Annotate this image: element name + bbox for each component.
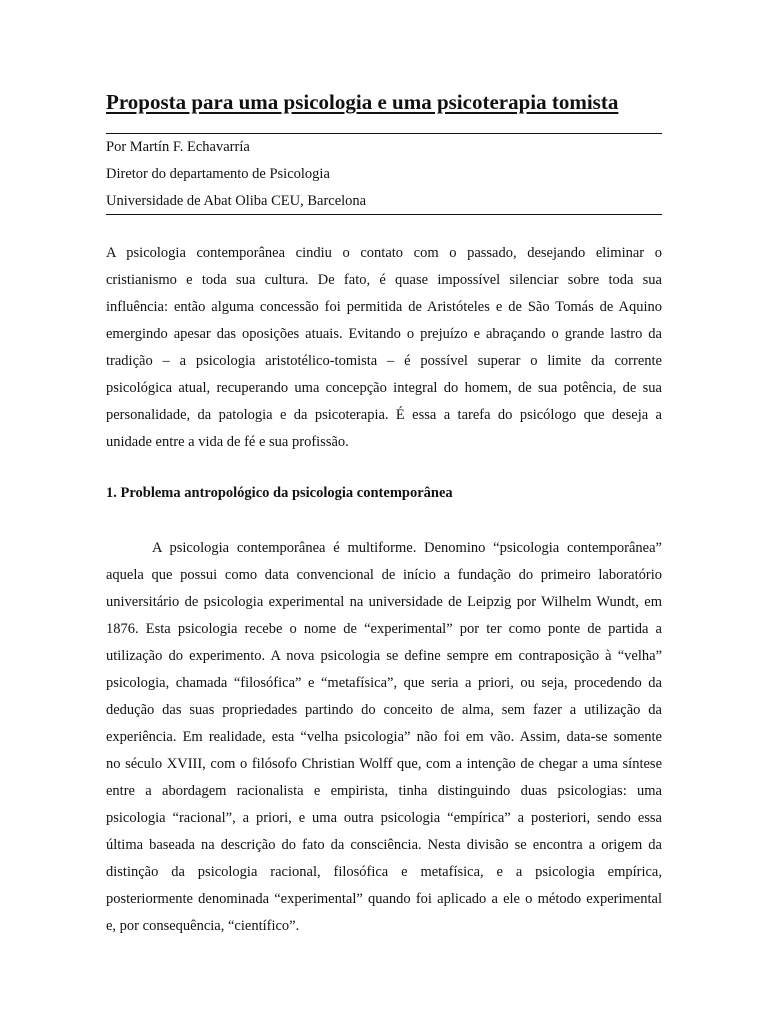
abstract-line: tradição – a psicologia aristotélico-tomista – é possível superar o limite da corrente	[106, 353, 662, 369]
header-bottom-rule	[106, 214, 662, 215]
section-line: posteriormente denominada “experimental” quando foi aplicado a ele o método experimental	[106, 891, 662, 907]
author-affiliation: Universidade de Abat Oliba CEU, Barcelona	[106, 193, 367, 209]
section-heading: 1. Problema antropológico da psicologia contemporânea	[106, 485, 453, 501]
section-line: universitário de psicologia experimental na universidade de Leipzig por Wilhelm Wundt, em	[106, 594, 662, 610]
author-block	[106, 134, 662, 215]
author-role: Diretor do departamento de Psicologia	[106, 166, 330, 182]
section-line: dedução das suas propriedades partindo do conceito de alma, sem fazer a utilização da	[106, 702, 662, 718]
section-line: psicologia, chamada “filosófica” e “metafísica”, que seria a priori, ou seja, procedendo da	[106, 675, 662, 691]
abstract-line: influência: então alguma concessão foi permitida de Aristóteles e de São Tomás de Aquino	[106, 299, 662, 315]
abstract-line: cristianismo e toda sua cultura. De fato, é quase impossível silenciar sobre toda sua	[106, 272, 662, 288]
abstract-line: personalidade, da patologia e da psicoterapia. É essa a tarefa do psicólogo que deseja a	[106, 407, 662, 423]
section-line: 1876. Esta psicologia recebe o nome de “experimental” por ter como ponte de partida a	[106, 621, 662, 637]
author-name: Por Martín F. Echavarría	[106, 139, 250, 155]
section-line: no século XVIII, com o filósofo Christian Wolff que, com a intenção de chegar a uma síntese	[106, 756, 662, 772]
section-line: A psicologia contemporânea é multiforme. Denomino “psicologia contemporânea”	[152, 540, 662, 556]
section-line: aquela que possui como data convencional de início a fundação do primeiro laboratório	[106, 567, 662, 583]
abstract-line: emergindo apesar das oposições atuais. Evitando o prejuízo e abraçando o grande lastro da	[106, 326, 662, 342]
abstract-line: unidade entre a vida de fé e sua profissão.	[106, 434, 349, 450]
section-line: última baseada na descrição do fato da consciência. Nesta divisão se encontra a origem da	[106, 837, 662, 853]
abstract-line: A psicologia contemporânea cindiu o contato com o passado, desejando eliminar o	[106, 245, 662, 261]
section-line: distinção da psicologia racional, filosófica e metafísica, e a psicologia empírica,	[106, 864, 662, 880]
section-line: entre a abordagem racionalista e empirista, tinha distinguindo duas psicologias: uma	[106, 783, 662, 799]
document-title: Proposta para uma psicologia e uma psicoterapia tomista	[106, 90, 619, 114]
abstract-paragraph	[106, 240, 662, 456]
section-line: experiência. Em realidade, esta “velha psicologia” não foi em vão. Assim, data-se somente	[106, 729, 662, 745]
section-line: e, por consequência, “científico”.	[106, 918, 300, 934]
section-line: psicologia “racional”, a priori, e uma outra psicologia “empírica” a posteriori, sendo essa	[106, 810, 662, 826]
section-line: utilização do experimento. A nova psicologia se define sempre em contraposição à “velha”	[106, 648, 662, 664]
abstract-line: psicológica atual, recuperando uma concepção integral do homem, de sua potência, de sua	[106, 380, 662, 396]
section-paragraph	[106, 535, 662, 940]
